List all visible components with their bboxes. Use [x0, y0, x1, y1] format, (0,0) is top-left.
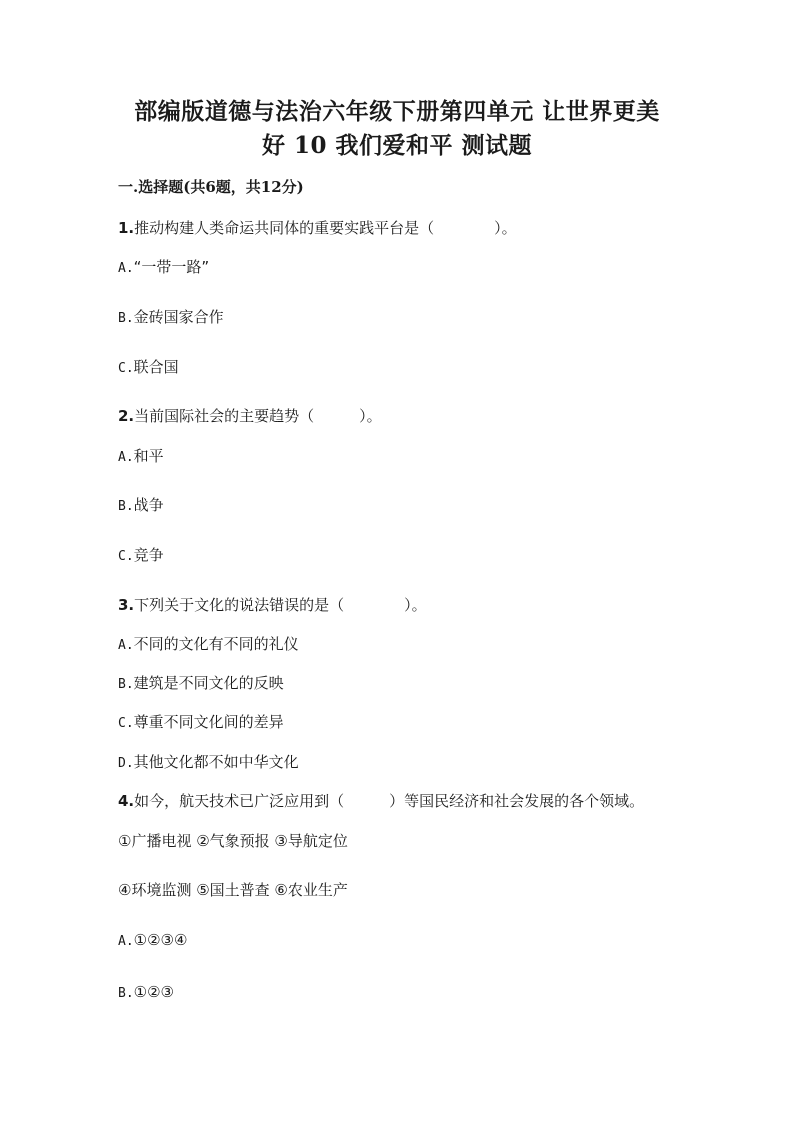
- question-3-stem: [118, 594, 427, 616]
- question-text: 下列关于文化的说法错误的是（ ）。: [134, 596, 427, 614]
- option-text: 战争: [133, 496, 164, 514]
- option-text: 尊重不同文化间的差异: [133, 713, 284, 731]
- option-letter: A.: [118, 638, 134, 653]
- question-number: 2.: [118, 407, 135, 425]
- question-1-stem: [118, 217, 517, 239]
- question-3-option-a: [118, 633, 299, 657]
- question-2-stem: [118, 405, 382, 427]
- option-text: 不同的文化有不同的礼仪: [133, 635, 299, 653]
- question-text: 当前国际社会的主要趋势（ ）。: [134, 407, 382, 425]
- option-letter: B.: [118, 499, 134, 514]
- question-2-option-b: [118, 494, 164, 518]
- question-number: 4.: [118, 792, 135, 810]
- question-4-items-line-2: ④环境监测 ⑤国土普查 ⑥农业生产: [118, 881, 348, 899]
- question-3-option-b: [118, 672, 284, 696]
- question-3-option-d: [118, 751, 299, 775]
- document-title-line-1: 部编版道德与法治六年级下册第四单元 让世界更美: [134, 98, 660, 125]
- question-1-option-b: [118, 306, 224, 330]
- option-letter: C.: [118, 716, 134, 731]
- option-letter: C.: [118, 361, 134, 376]
- option-letter: A.: [118, 261, 134, 276]
- option-text: ①②③④: [133, 931, 188, 949]
- option-text: 联合国: [133, 358, 179, 376]
- option-letter: B.: [118, 986, 134, 1001]
- option-letter: A.: [118, 450, 134, 465]
- question-number: 3.: [118, 596, 135, 614]
- option-letter: C.: [118, 549, 134, 564]
- option-text: 和平: [133, 447, 164, 465]
- option-letter: D.: [118, 756, 134, 771]
- question-2-option-a: [118, 445, 164, 469]
- question-text: 推动构建人类命运共同体的重要实践平台是（ ）。: [134, 219, 517, 237]
- question-1-option-c: [118, 356, 179, 380]
- question-text: 如今，航天技术已广泛应用到（ ）等国民经济和社会发展的各个领域。: [134, 792, 645, 810]
- option-text: “一带一路”: [133, 258, 210, 276]
- option-letter: A.: [118, 934, 134, 949]
- question-4-stem: [118, 790, 644, 812]
- section-heading: 一.选择题(共6题，共12分): [118, 178, 304, 196]
- question-2-option-c: [118, 544, 164, 568]
- option-letter: B.: [118, 311, 134, 326]
- option-letter: B.: [118, 677, 134, 692]
- question-4-items-line-1: ①广播电视 ②气象预报 ③导航定位: [118, 832, 348, 850]
- option-text: 竞争: [133, 546, 164, 564]
- document-title-line-2: 好 10 我们爱和平 测试题: [261, 132, 533, 159]
- question-4-option-a: [118, 929, 187, 953]
- question-4-option-b: [118, 981, 174, 1005]
- question-number: 1.: [118, 219, 135, 237]
- question-3-option-c: [118, 711, 284, 735]
- option-text: ①②③: [133, 983, 174, 1001]
- option-text: 建筑是不同文化的反映: [133, 674, 284, 692]
- option-text: 其他文化都不如中华文化: [133, 753, 299, 771]
- question-1-option-a: [118, 256, 209, 280]
- option-text: 金砖国家合作: [133, 308, 224, 326]
